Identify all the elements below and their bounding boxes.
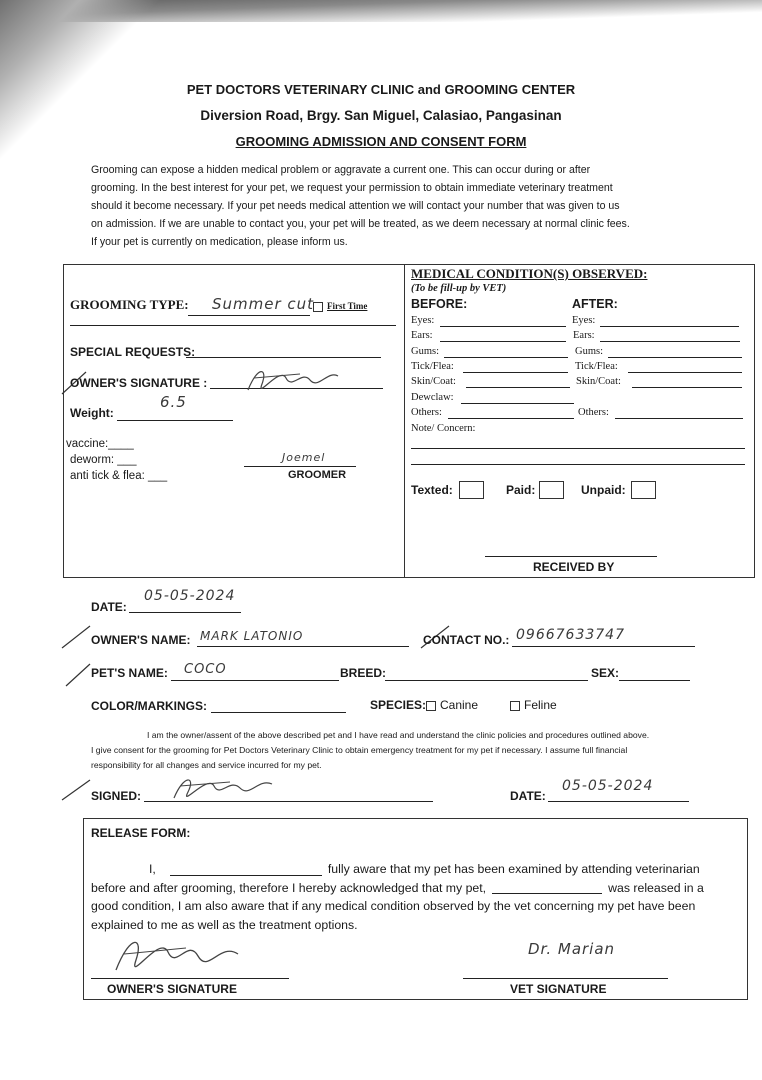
after-line[interactable]	[600, 326, 739, 327]
pet-name-blank[interactable]	[492, 893, 602, 894]
grooming-type-extra-line	[70, 325, 396, 326]
species-canine-option[interactable]	[426, 698, 478, 712]
signed-signature-scribble	[168, 770, 278, 804]
after-line[interactable]	[608, 357, 742, 358]
declaration-line: responsibility for all changes and service incurred for my pet.	[91, 760, 322, 770]
release-line: good condition, I am also aware that if any medical condition observed by the vet concerning my pet have been	[91, 899, 696, 913]
intro-line: grooming. In the best interest for your pet, we request your permission to obtain immediate veterinary treatment	[91, 182, 613, 194]
signed-date-label: DATE:	[510, 789, 546, 803]
before-line[interactable]	[448, 418, 574, 419]
tick-mark	[60, 622, 94, 652]
signed-label: SIGNED:	[91, 789, 142, 803]
tick-mark	[60, 368, 90, 398]
intro-line: Grooming can expose a hidden medical problem or aggravate a current one. This can occur during or after	[91, 164, 591, 176]
owner-signature-caption: OWNER'S SIGNATURE	[107, 982, 237, 996]
after-item: Ears:	[573, 330, 595, 341]
vet-signature-value[interactable]: Dr. Marian	[528, 940, 616, 958]
color-markings-line[interactable]	[211, 712, 346, 713]
signed-date-value[interactable]: 05-05-2024	[562, 778, 654, 794]
before-line[interactable]	[440, 341, 566, 342]
medical-subtitle: (To be fill-up by VET)	[411, 283, 507, 294]
pet-name-line[interactable]	[171, 680, 339, 681]
before-item: Skin/Coat:	[411, 376, 456, 387]
owner-name-blank[interactable]	[170, 875, 322, 876]
first-time-label: First Time	[327, 301, 368, 311]
contact-line[interactable]	[512, 646, 695, 647]
sex-line[interactable]	[619, 680, 690, 681]
owner-release-signature-line[interactable]	[91, 978, 289, 979]
paid-label: Paid:	[506, 483, 536, 497]
after-line[interactable]	[632, 387, 742, 388]
vet-signature-line[interactable]	[463, 978, 668, 979]
date-value[interactable]: 05-05-2024	[144, 588, 236, 604]
medical-title: MEDICAL CONDITION(S) OBSERVED:	[411, 266, 648, 281]
weight-line[interactable]	[117, 420, 233, 421]
note-line[interactable]	[411, 448, 745, 449]
deworm-label: deworm: ___	[70, 454, 137, 466]
date-label: DATE:	[91, 600, 127, 614]
paid-checkbox[interactable]	[539, 481, 564, 499]
canine-label: Canine	[440, 698, 479, 712]
release-line	[91, 879, 743, 898]
declaration-line: I am the owner/assent of the above described pet and I have read and understand the clinic policies and procedures outlined above.	[147, 730, 650, 740]
before-item: Eyes:	[411, 315, 435, 326]
feline-label: Feline	[524, 698, 557, 712]
groomer-line[interactable]	[244, 466, 356, 467]
breed-label: BREED:	[340, 666, 387, 680]
release-line	[91, 860, 743, 879]
after-line[interactable]	[600, 341, 740, 342]
species-feline-option[interactable]	[510, 698, 557, 712]
after-label: AFTER:	[572, 297, 618, 311]
after-line[interactable]	[628, 372, 742, 373]
anti-tick-label: anti tick & flea: ___	[70, 470, 168, 482]
intro-line: on admission. If we are unable to contact you, your pet will be treated, as we deem necessary at normal clinic fees.	[91, 218, 630, 230]
form-title: GROOMING ADMISSION AND CONSENT FORM	[235, 134, 527, 149]
weight-value[interactable]: 6.5	[160, 393, 187, 411]
sex-label: SEX:	[591, 666, 620, 680]
intro-line: should it become necessary. If your pet needs medical attention we will contact your number that was given to us	[91, 200, 620, 212]
grooming-type-line	[188, 315, 310, 316]
breed-line[interactable]	[385, 680, 588, 681]
table-divider	[404, 264, 405, 578]
intro-paragraph	[91, 161, 699, 251]
after-item: Tick/Flea:	[575, 361, 618, 372]
texted-label: Texted:	[411, 483, 453, 497]
vaccine-label: vaccine:____	[66, 438, 134, 450]
tick-mark	[64, 660, 94, 690]
clinic-address: Diversion Road, Brgy. San Miguel, Calasiao, Pangasinan	[200, 108, 562, 123]
after-item: Others:	[578, 407, 609, 418]
after-item: Gums:	[575, 346, 604, 357]
unpaid-label: Unpaid:	[581, 483, 626, 497]
groomer-label: GROOMER	[288, 469, 347, 481]
after-item: Eyes:	[572, 315, 596, 326]
owner-release-signature-scribble	[110, 930, 250, 978]
release-text: I,	[149, 862, 156, 876]
before-item: Tick/Flea:	[411, 361, 454, 372]
release-line: explained to me as well as the treatment options.	[91, 917, 358, 932]
clinic-name: PET DOCTORS VETERINARY CLINIC and GROOMING CENTER	[186, 82, 576, 97]
received-by-label: RECEIVED BY	[533, 560, 615, 574]
before-item: Gums:	[411, 346, 440, 357]
owner-name-label: OWNER'S NAME:	[91, 633, 191, 647]
note-line[interactable]	[411, 464, 745, 465]
before-line[interactable]	[440, 326, 566, 327]
first-time-checkbox[interactable]	[313, 302, 323, 312]
tick-mark	[60, 776, 94, 804]
special-requests-line[interactable]	[186, 357, 381, 358]
feline-checkbox[interactable]	[510, 701, 520, 711]
declaration-line: I give consent for the grooming for Pet Doctors Veterinary Clinic to obtain emergency treatment for my pet if necessary. I assume full financial	[91, 745, 628, 755]
weight-label: Weight:	[70, 406, 114, 420]
before-item: Dewclaw:	[411, 392, 454, 403]
release-text: fully aware that my pet has been examined by attending veterinarian	[327, 862, 700, 876]
color-markings-label: COLOR/MARKINGS:	[91, 699, 207, 713]
before-label: BEFORE:	[411, 297, 468, 311]
owner-name-line[interactable]	[197, 646, 409, 647]
release-text: was released in a	[608, 880, 704, 895]
pet-name-label: PET'S NAME:	[91, 666, 168, 680]
owner-name-value[interactable]: MARK LATONIO	[200, 629, 304, 643]
before-line[interactable]	[444, 357, 568, 358]
pet-name-value[interactable]: COCO	[184, 662, 227, 677]
vet-signature-caption: VET SIGNATURE	[510, 982, 607, 996]
first-time-option[interactable]	[313, 301, 367, 312]
before-item: Others:	[411, 407, 442, 418]
signed-date-line[interactable]	[548, 801, 689, 802]
unpaid-checkbox[interactable]	[631, 481, 656, 499]
before-item: Ears:	[411, 330, 433, 341]
before-line[interactable]	[461, 403, 574, 404]
after-line[interactable]	[615, 418, 743, 419]
release-paragraph	[91, 860, 743, 934]
owner-signature-scribble	[240, 360, 350, 396]
grooming-type-label: GROOMING TYPE:	[70, 297, 189, 312]
texted-checkbox[interactable]	[459, 481, 484, 499]
contact-label: CONTACT NO.:	[423, 633, 510, 647]
canine-checkbox[interactable]	[426, 701, 436, 711]
after-item: Skin/Coat:	[576, 376, 621, 387]
before-line[interactable]	[466, 387, 570, 388]
release-text: before and after grooming, therefore I hereby acknowledged that my pet,	[91, 880, 487, 895]
received-by-line[interactable]	[485, 556, 657, 557]
special-requests-label: SPECIAL REQUESTS:	[70, 345, 196, 359]
grooming-type-value[interactable]: Summer cut	[212, 295, 315, 313]
contact-value[interactable]: 09667633747	[516, 627, 625, 643]
owner-signature-label: OWNER'S SIGNATURE :	[70, 376, 208, 390]
groomer-name-value[interactable]: Joemel	[282, 451, 326, 464]
species-label: SPECIES:	[370, 698, 427, 712]
intro-line: If your pet is currently on medication, please inform us.	[91, 236, 348, 248]
release-title: RELEASE FORM:	[91, 826, 191, 840]
note-label: Note/ Concern:	[411, 423, 476, 434]
before-line[interactable]	[463, 372, 568, 373]
date-line[interactable]	[129, 612, 241, 613]
